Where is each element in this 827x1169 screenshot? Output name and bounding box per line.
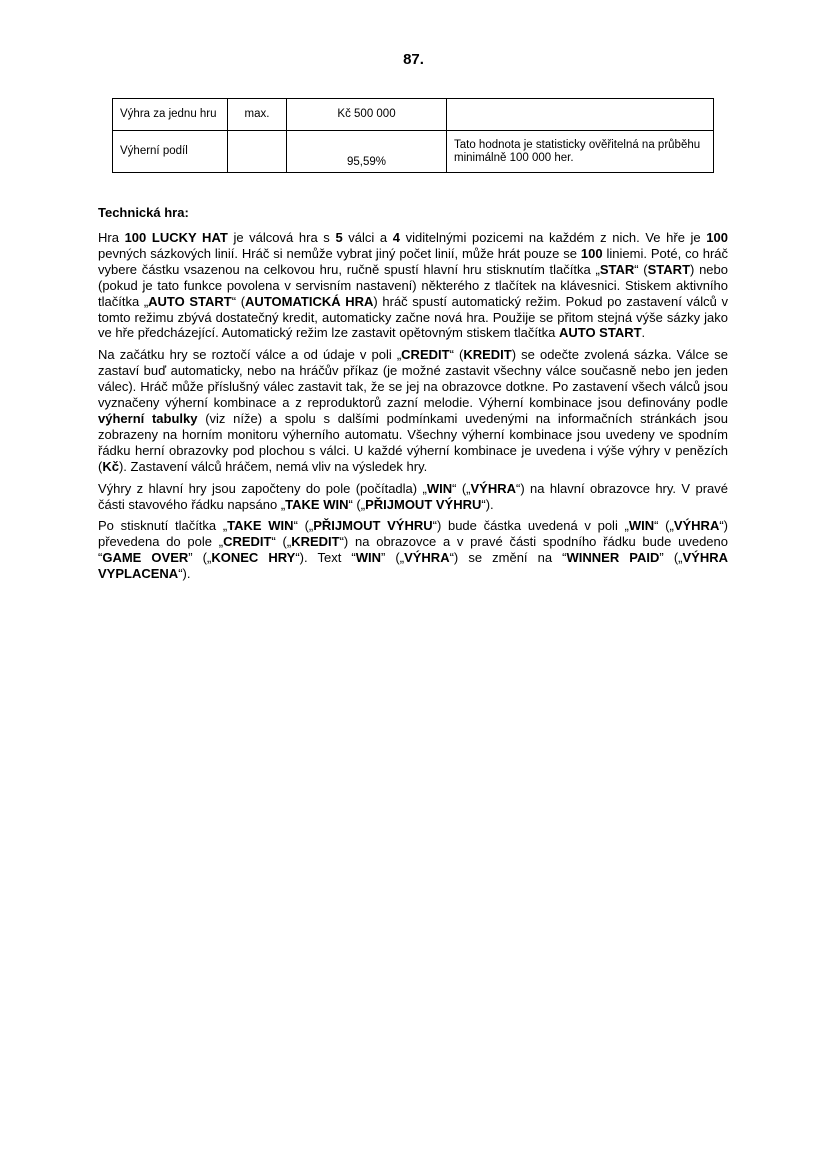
bold-text-run: WIN xyxy=(628,518,655,534)
bold-text-run: KONEC HRY xyxy=(211,550,296,566)
text-run: “) bude částka uvedená v poli „ xyxy=(432,518,629,534)
page-number: 87. xyxy=(403,51,424,68)
text-run: “ („ xyxy=(348,496,366,512)
text-run: pevných sázkových linií. Hráč si nemůže vybrat jiný počet linií, může hrát pouze se xyxy=(98,245,581,261)
paragraph xyxy=(98,518,728,582)
text-run: Výhry z hlavní hry jsou započteny do pole (počítadla) „ xyxy=(98,480,427,496)
table-cell-qualifier: max. xyxy=(228,99,287,131)
text-run: “ ( xyxy=(231,293,246,309)
bold-text-run: VÝHRA xyxy=(404,550,450,566)
text-run: “) se změní na “ xyxy=(449,550,567,566)
bold-text-run: AUTO START xyxy=(148,293,232,309)
text-run: ). Zastavení válců hráčem, nemá vliv na výsledek hry. xyxy=(118,458,428,474)
text-run: “) na obrazovce a v pravé části spodního řádku bude uvedeno “ xyxy=(98,534,728,566)
bold-text-run: VÝHRA xyxy=(470,480,516,496)
bold-text-run: WIN xyxy=(355,550,381,566)
bold-text-run: WIN xyxy=(426,480,453,496)
text-run: Hra xyxy=(98,230,125,245)
bold-text-run: VÝHRA xyxy=(673,518,720,534)
bold-text-run: PŘIJMOUT VÝHRU xyxy=(365,496,482,512)
text-run: ) nebo (pokud je tato funkce povolena v servisním nastavení) některého z tlačítek na klávesnici. Stiskem aktivního tlačítka „ xyxy=(98,261,728,309)
text-run: ) hráč spustí automatický režim. Pokud po zastavení válců v tomto režimu zbývá dostatečný kredit, automaticky začne nová hra. Použije se přitom stejná výše sázky jako ve hře předcházející. Automatický režim lze zastavit opětovným stiskem tlačítka xyxy=(98,293,728,341)
bold-text-run: VÝHRA VYPLACENA xyxy=(98,550,728,582)
text-run: ) se odečte zvolená sázka. Válce se zastaví buď automaticky, nebo na hráčův příkaz (je možné zastavit všechny válce současně nebo jen jeden válec). Hráč může příslušný válec zastavit tak, že se jej na obrazovce dotkne. Po zastavení všech válců jsou vyznačeny výherní kombinace a z reproduktorů zazní melodie. Výherní kombinace jsou definovány podle xyxy=(98,347,729,411)
text-run: “) na hlavní obrazovce hry. V pravé části stavového řádku napsáno „ xyxy=(98,480,728,512)
bold-text-run: KREDIT xyxy=(291,534,340,550)
bold-text-run: GAME OVER xyxy=(102,550,189,566)
table-cell-value: 95,59% xyxy=(287,131,447,173)
paragraph xyxy=(98,347,728,474)
table-cell-note: Tato hodnota je statisticky ověřitelná na průběhu minimálně 100 000 her. xyxy=(447,131,714,173)
text-run: “). xyxy=(481,496,494,512)
text-run: “ ( xyxy=(634,261,648,277)
text-run: liniemi. Poté, co hráč vybere částku vsazenou na celkovou hru, ručně spustí hlavní hru stisknutím tlačítka „ xyxy=(98,245,729,277)
text-run: ” („ xyxy=(188,550,212,566)
text-run: “) převedena do pole „ xyxy=(98,518,729,550)
text-run: Po stisknutí tlačítka „ xyxy=(98,518,228,534)
bold-text-run: TAKE WIN xyxy=(227,518,294,534)
text-run: (viz níže) a spolu s dalšími podmínkami uvedenými na informačních stránkách jsou zobrazeny na horním monitoru výherního automatu. Všechny výherní kombinace jsou uvedeny ve spodním řádku herní obrazovky pod plochou s válci. U každé výherní kombinace je uvedena i výše výhry v penězích ( xyxy=(98,410,728,474)
section-heading: Technická hra: xyxy=(98,205,189,220)
text-run: “). Text “ xyxy=(295,550,356,566)
bold-text-run: PŘIJMOUT VÝHRU xyxy=(313,518,433,534)
table-cell-qualifier xyxy=(228,131,287,173)
table-cell-note xyxy=(447,99,714,131)
text-run: ” („ xyxy=(381,550,405,566)
bold-text-run: CREDIT xyxy=(401,347,450,363)
bold-text-run: 100 xyxy=(706,230,728,245)
text-run: je válcová hra s xyxy=(227,230,336,245)
bold-text-run: 4 xyxy=(392,230,401,245)
table-cell-label: Výhra za jednu hru xyxy=(113,99,228,131)
paragraph xyxy=(98,481,728,513)
text-run: “ („ xyxy=(271,534,292,550)
text-run: Na začátku hry se roztočí válce a od údaje v poli „ xyxy=(98,347,402,363)
game-parameters-table xyxy=(112,98,714,173)
table-row xyxy=(113,99,714,131)
paragraph xyxy=(98,230,728,341)
bold-text-run: STAR xyxy=(599,261,635,277)
table-cell-label: Výherní podíl xyxy=(113,131,228,173)
text-run: . xyxy=(641,325,646,341)
text-run: “ („ xyxy=(654,518,674,534)
bold-text-run: TAKE WIN xyxy=(285,496,349,512)
bold-text-run: START xyxy=(647,261,691,277)
bold-text-run: Kč xyxy=(102,458,119,474)
text-run: “ ( xyxy=(449,347,464,363)
bold-text-run: AUTO START xyxy=(558,325,642,341)
body-text xyxy=(98,230,728,588)
table-row xyxy=(113,131,714,173)
text-run: viditelnými pozicemi na každém z nich. Ve hře je xyxy=(400,230,707,245)
text-run: válci a xyxy=(342,230,393,245)
bold-text-run: výherní tabulky xyxy=(98,410,198,426)
bold-text-run: 100 xyxy=(580,245,603,261)
table-cell-value: Kč 500 000 xyxy=(287,99,447,131)
bold-text-run: WINNER PAID xyxy=(566,550,660,566)
bold-text-run: CREDIT xyxy=(223,534,272,550)
bold-text-run: KREDIT xyxy=(463,347,512,363)
bold-text-run: AUTOMATICKÁ HRA xyxy=(245,293,374,309)
text-run: “ („ xyxy=(293,518,314,534)
text-run: “ („ xyxy=(452,480,471,496)
bold-text-run: 100 LUCKY HAT xyxy=(124,230,228,245)
text-run: ” („ xyxy=(659,550,683,566)
bold-text-run: 5 xyxy=(335,230,343,245)
text-run: “). xyxy=(178,566,191,582)
